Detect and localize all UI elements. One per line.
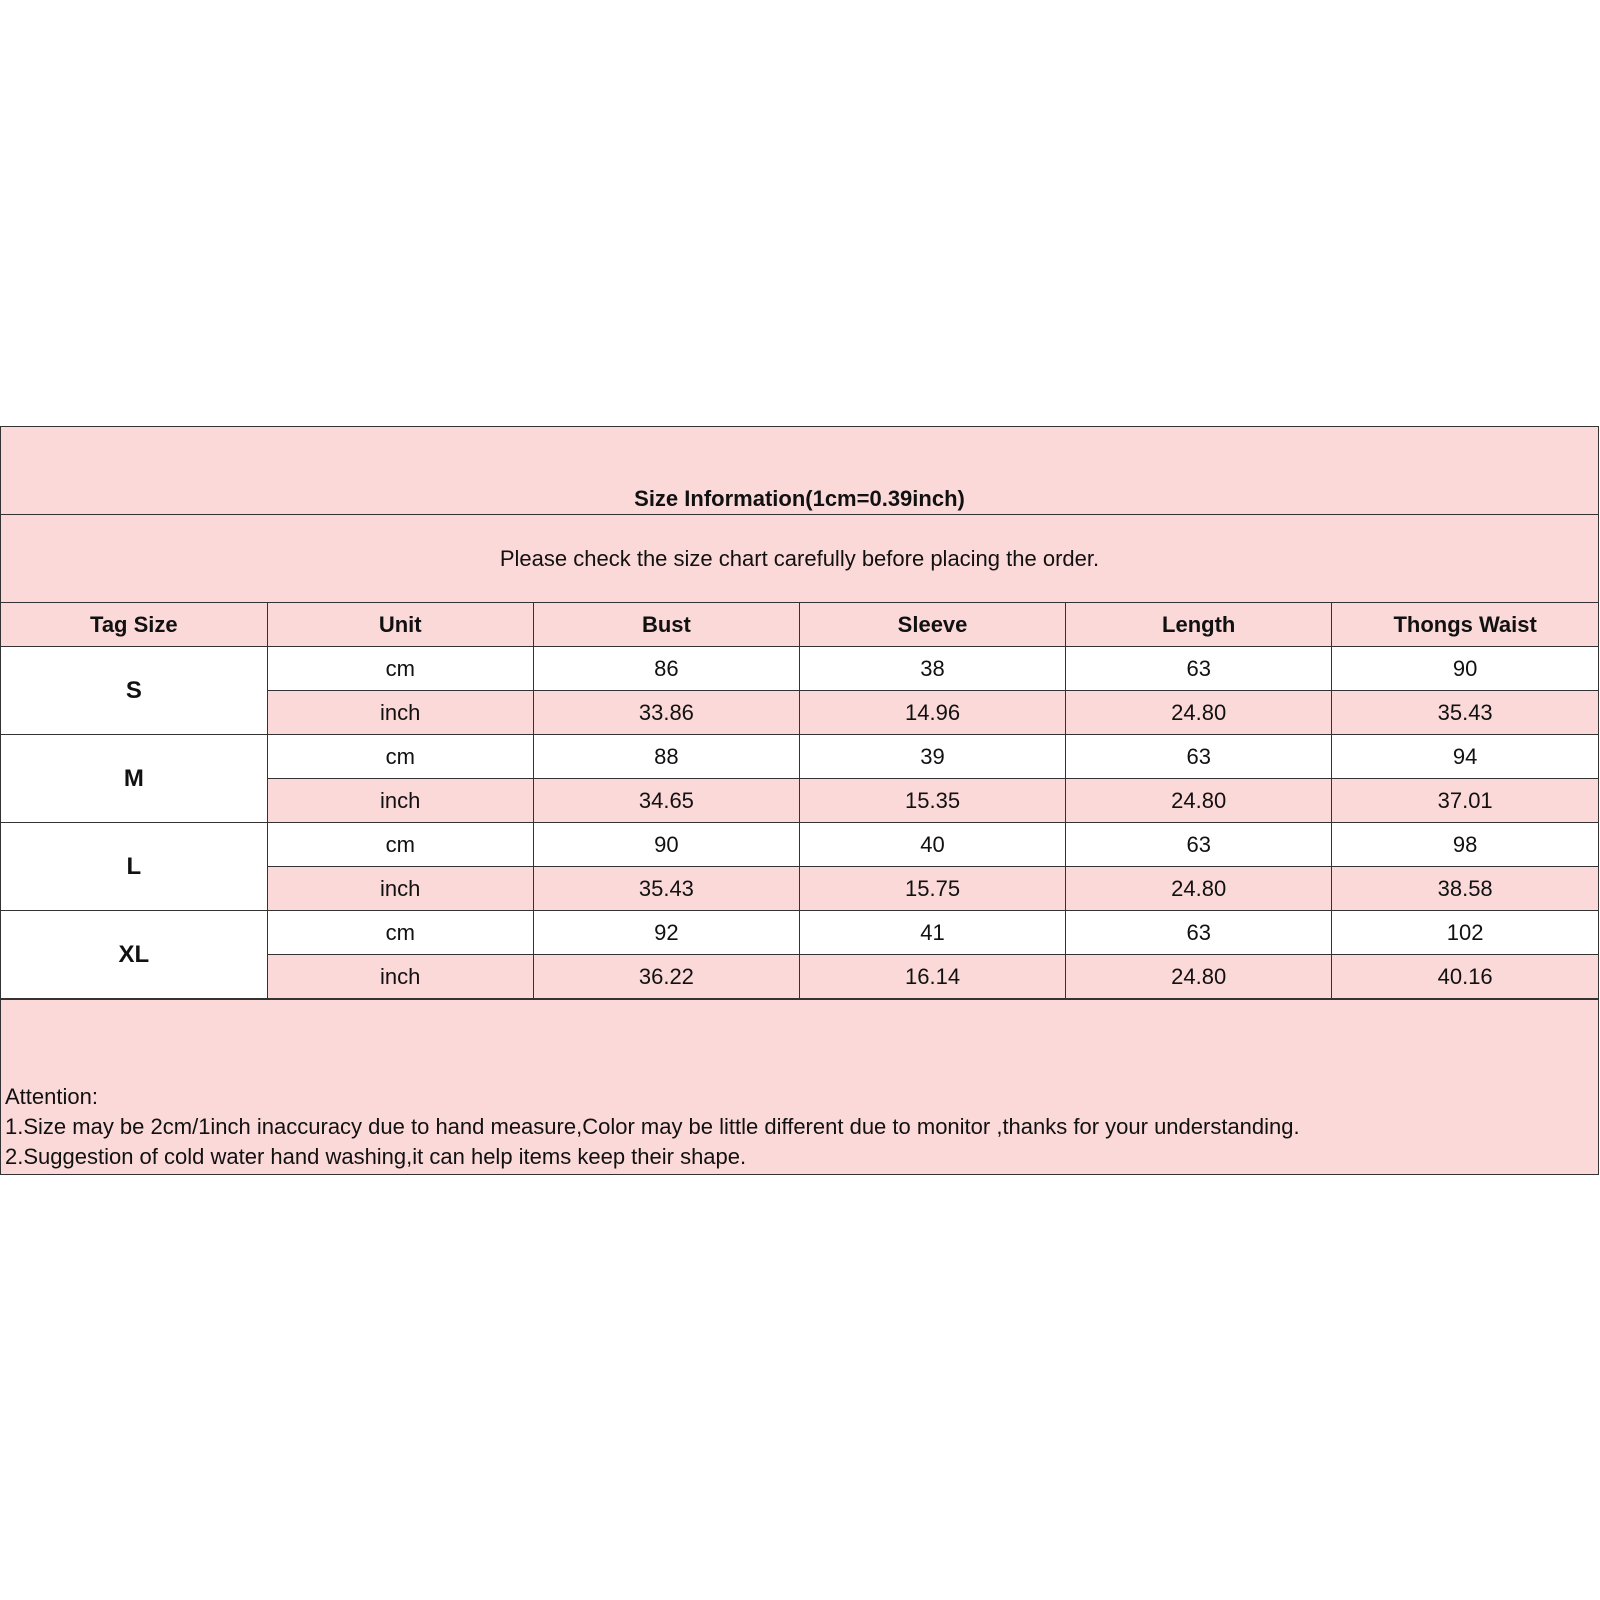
- sleeve-cell: 15.75: [799, 867, 1065, 911]
- bust-cell: 86: [533, 647, 799, 691]
- table-row: [1, 823, 1598, 867]
- waist-cell: 35.43: [1332, 691, 1598, 735]
- unit-cell: cm: [267, 647, 533, 691]
- sleeve-cell: 15.35: [799, 779, 1065, 823]
- bust-cell: 36.22: [533, 955, 799, 999]
- attention-notes: [1, 999, 1598, 1174]
- table-row: [1, 735, 1598, 779]
- unit-cell: inch: [267, 779, 533, 823]
- bust-cell: 34.65: [533, 779, 799, 823]
- sleeve-cell: 14.96: [799, 691, 1065, 735]
- unit-cell: cm: [267, 735, 533, 779]
- tag-size-cell: S: [1, 647, 267, 735]
- waist-cell: 37.01: [1332, 779, 1598, 823]
- waist-cell: 98: [1332, 823, 1598, 867]
- waist-cell: 90: [1332, 647, 1598, 691]
- header-bust: Bust: [533, 603, 799, 647]
- table-row: [1, 911, 1598, 955]
- length-cell: 24.80: [1066, 867, 1332, 911]
- unit-cell: inch: [267, 955, 533, 999]
- size-chart: [0, 426, 1599, 1175]
- sleeve-cell: 16.14: [799, 955, 1065, 999]
- header-tag-size: Tag Size: [1, 603, 267, 647]
- waist-cell: 38.58: [1332, 867, 1598, 911]
- sleeve-cell: 38: [799, 647, 1065, 691]
- tag-size-cell: XL: [1, 911, 267, 999]
- waist-cell: 40.16: [1332, 955, 1598, 999]
- sleeve-cell: 39: [799, 735, 1065, 779]
- attention-line-1: 1.Size may be 2cm/1inch inaccuracy due to hand measure,Color may be little different due to monitor ,thanks for your understanding.: [5, 1114, 1300, 1139]
- attention-line-2: 2.Suggestion of cold water hand washing,it can help items keep their shape.: [5, 1144, 747, 1169]
- unit-cell: inch: [267, 691, 533, 735]
- chart-subtitle: Please check the size chart carefully before placing the order.: [1, 515, 1598, 603]
- tag-size-cell: M: [1, 735, 267, 823]
- length-cell: 63: [1066, 911, 1332, 955]
- length-cell: 63: [1066, 735, 1332, 779]
- size-table: [1, 603, 1598, 999]
- bust-cell: 92: [533, 911, 799, 955]
- sleeve-cell: 41: [799, 911, 1065, 955]
- bust-cell: 88: [533, 735, 799, 779]
- bust-cell: 35.43: [533, 867, 799, 911]
- waist-cell: 102: [1332, 911, 1598, 955]
- header-length: Length: [1066, 603, 1332, 647]
- header-sleeve: Sleeve: [799, 603, 1065, 647]
- waist-cell: 94: [1332, 735, 1598, 779]
- unit-cell: inch: [267, 867, 533, 911]
- attention-heading: Attention:: [5, 1084, 98, 1109]
- length-cell: 24.80: [1066, 955, 1332, 999]
- length-cell: 63: [1066, 647, 1332, 691]
- bust-cell: 33.86: [533, 691, 799, 735]
- bust-cell: 90: [533, 823, 799, 867]
- length-cell: 24.80: [1066, 691, 1332, 735]
- length-cell: 63: [1066, 823, 1332, 867]
- header-thongs-waist: Thongs Waist: [1332, 603, 1598, 647]
- unit-cell: cm: [267, 911, 533, 955]
- length-cell: 24.80: [1066, 779, 1332, 823]
- header-unit: Unit: [267, 603, 533, 647]
- table-row: [1, 647, 1598, 691]
- header-row: [1, 603, 1598, 647]
- chart-title: Size Information(1cm=0.39inch): [1, 427, 1598, 515]
- unit-cell: cm: [267, 823, 533, 867]
- tag-size-cell: L: [1, 823, 267, 911]
- sleeve-cell: 40: [799, 823, 1065, 867]
